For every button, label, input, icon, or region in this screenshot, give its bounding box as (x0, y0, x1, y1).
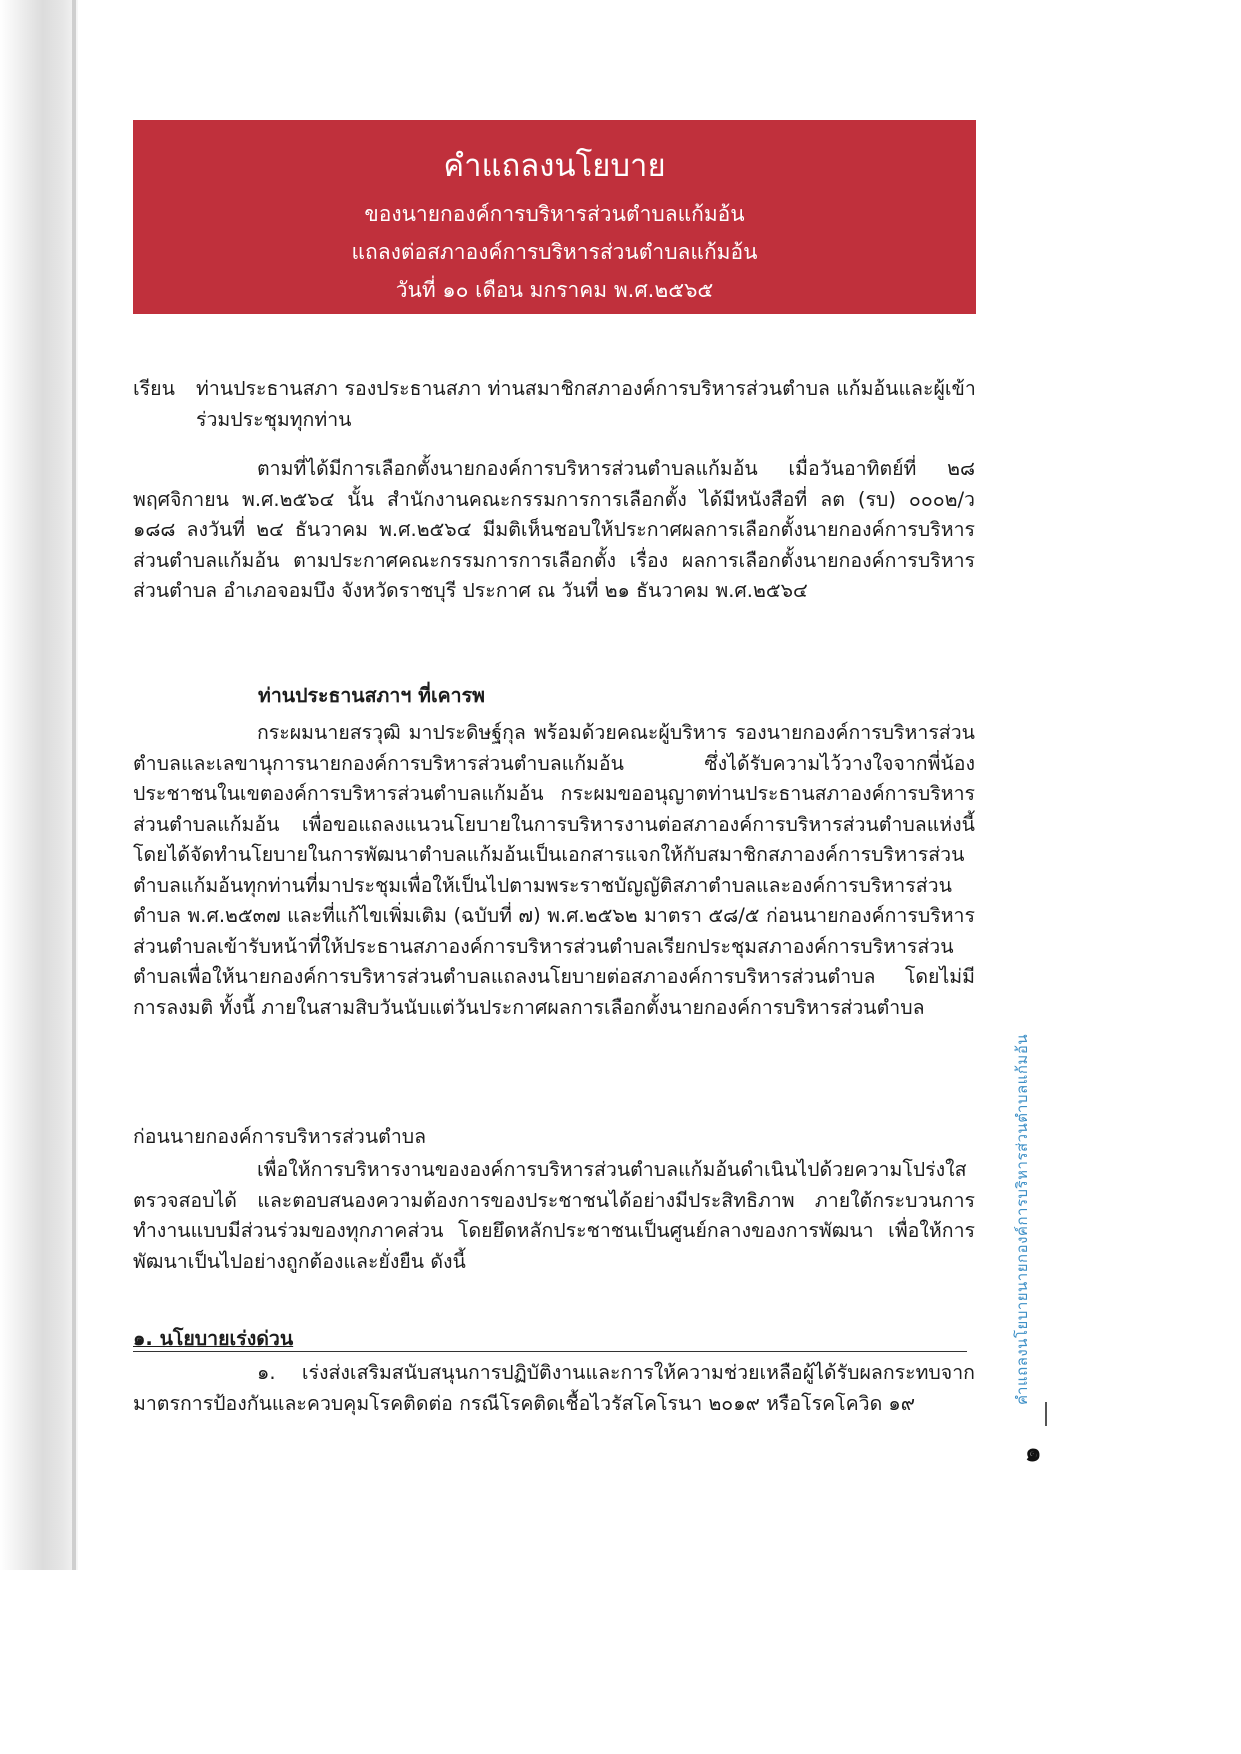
book-spine-shadow (0, 0, 78, 1570)
salutation-text: ท่านประธานสภา รองประธานสภา ท่านสมาชิกสภาองค์การบริหารส่วนตำบล แก้มอ้นและผู้เข้าร่วมประชุมทุกท่าน (196, 377, 976, 431)
side-divider (1045, 1402, 1047, 1426)
paragraph-1-text: ตามที่ได้มีการเลือกตั้งนายกองค์การบริหารส่วนตำบลแก้มอ้น เมื่อวันอาทิตย์ที่ ๒๘ พฤศจิกายน พ.ศ.๒๕๖๔ นั้น สำนักงานคณะกรรมการการเลือกตั้ง ได้มีหนังสือที่ ลต (รบ) ๐๐๐๒/ว ๑๘๘ ลงวันที่ ๒๔ ธันวาคม พ.ศ.๒๕๖๔ มีมติเห็นชอบให้ประกาศผลการเลือกตั้งนายกองค์การบริหารส่วนตำบลแก้มอ้น ตามประกาศคณะกรรมการการเลือกตั้ง เรื่อง ผลการเลือกตั้งนายกองค์การบริหารส่วนตำบล อำเภอจอมบึง จังหวัดราชบุรี ประกาศ ณ วันที่ ๒๑ ธันวาคม พ.ศ.๒๕๖๔ (133, 457, 975, 602)
title-banner (133, 120, 976, 314)
salutation-label: เรียน (133, 377, 175, 400)
standalone-line: ก่อนนายกองค์การบริหารส่วนตำบล (133, 1125, 427, 1148)
item-1-text: ๑. เร่งส่งเสริมสนับสนุนการปฏิบัติงานและการให้ความช่วยเหลือผู้ได้รับผลกระทบจากมาตรการป้องกันและควบคุมโรคติดต่อ กรณีโรคติดเชื้อไวรัสโคโรนา ๒๐๑๙ หรือโรคโควิด ๑๙ (133, 1361, 975, 1415)
paragraph-policy-statement (133, 718, 975, 1023)
book-spine-edge (72, 0, 76, 1570)
paragraph-goals (133, 1155, 975, 1277)
banner-subtitle-1: ของนายกองค์การบริหารส่วนตำบลแก้มอ้น (364, 202, 745, 226)
paragraph-election-announcement (133, 454, 975, 607)
banner-date: วันที่ ๑๐ เดือน มกราคม พ.ศ.๒๕๖๕ (395, 278, 714, 302)
side-running-title: คำแถลงนโยบายนายกองค์การบริหารส่วนตำบลแก้มอ้น (1013, 1033, 1031, 1405)
section-1-title: ๑. นโยบายเร่งด่วน (133, 1327, 294, 1350)
document-title: คำแถลงนโยบาย (443, 148, 666, 184)
address-heading: ท่านประธานสภาฯ ที่เคารพ (258, 684, 485, 707)
urgent-policy-item-1 (133, 1358, 975, 1419)
section-heading-urgent-policy (133, 1323, 967, 1352)
paragraph-2-text: กระผมนายสรวุฒิ มาประดิษฐ์กุล พร้อมด้วยคณะผู้บริหาร รองนายกองค์การบริหารส่วนตำบลและเลขานุการนายกองค์การบริหารส่วนตำบลแก้มอ้น ซึ่งได้รับความไว้วางใจจากพี่น้องประชาชนในเขตองค์การบริหารส่วนตำบลแก้มอ้น กระผมขออนุญาตท่านประธานสภาองค์การบริหารส่วนตำบลแก้มอ้น เพื่อขอแถลงแนวนโยบายในการบริหารงานต่อสภาองค์การบริหารส่วนตำบลแห่งนี้ โดยได้จัดทำนโยบายในการพัฒนาตำบลแก้มอ้นเป็นเอกสารแจกให้กับสมาชิกสภาองค์การบริหารส่วนตำบลแก้มอ้นทุกท่านที่มาประชุมเพื่อให้เป็นไปตามพระราชบัญญัติสภาตำบลและองค์การบริหารส่วนตำบล พ.ศ.๒๕๓๗ และที่แก้ไขเพิ่มเติม (ฉบับที่ ๗) พ.ศ.๒๕๖๒ มาตรา ๕๘/๕ ก่อนนายกองค์การบริหารส่วนตำบลเข้ารับหน้าที่ให้ประธานสภาองค์การบริหารส่วนตำบลเรียกประชุมสภาองค์การบริหารส่วนตำบลเพื่อให้นายกองค์การบริหารส่วนตำบลแถลงนโยบายต่อสภาองค์การบริหารส่วนตำบล โดยไม่มีการลงมติ ทั้งนี้ ภายในสามสิบวันนับแต่วันประกาศผลการเลือกตั้งนายกองค์การบริหารส่วนตำบล (133, 721, 975, 1019)
banner-subtitle-2: แถลงต่อสภาองค์การบริหารส่วนตำบลแก้มอ้น (351, 240, 758, 264)
page-number: ๑ (1025, 1438, 1042, 1468)
paragraph-3-text: เพื่อให้การบริหารงานขององค์การบริหารส่วนตำบลแก้มอ้นดำเนินไปด้วยความโปร่งใส ตรวจสอบได้ และตอบสนองความต้องการของประชาชนได้อย่างมีประสิทธิภาพ ภายใต้กระบวนการทำงานแบบมีส่วนร่วมของทุกภาคส่วน โดยยึดหลักประชาชนเป็นศูนย์กลางของการพัฒนา เพื่อให้การพัฒนาเป็นไปอย่างถูกต้องและยั่งยืน ดังนี้ (133, 1158, 975, 1273)
